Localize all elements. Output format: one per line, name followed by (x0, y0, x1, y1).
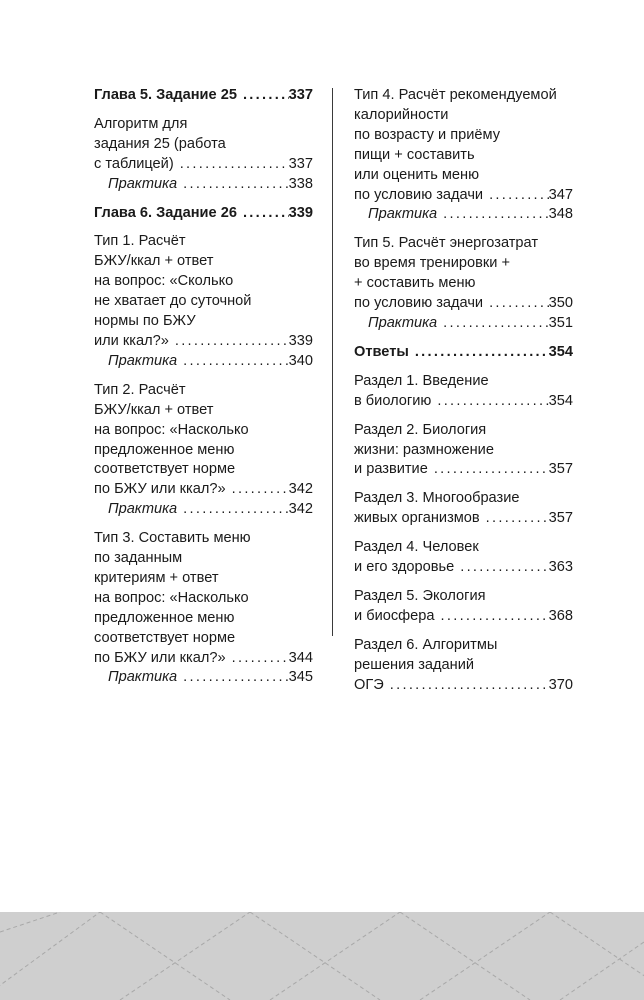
toc-entry-last-line (354, 607, 573, 627)
toc-entry-last-line (94, 668, 313, 688)
toc-entry-title-line: Раздел 1. Введение (354, 372, 489, 389)
toc-entry-practice (94, 352, 313, 372)
toc-entry-title-line: не хватает до суточной (94, 293, 252, 310)
toc-entry-title-line: или оценить меню (354, 166, 480, 183)
leader-dots (390, 676, 549, 696)
toc-entry-title-line: + составить меню (354, 275, 476, 292)
toc-entry-last-line (94, 480, 313, 500)
toc-entry-item (354, 234, 573, 314)
page-number: 339 (288, 332, 313, 349)
toc-entry-title-line: калорийности (354, 106, 449, 123)
toc-entry-title-line: соответствует норме (94, 461, 236, 478)
leader-dots (443, 205, 548, 225)
leader-dots (232, 649, 289, 669)
toc-entry-title: и его здоровье (354, 559, 455, 576)
toc-entry-title-line: на вопрос: «Насколько (94, 421, 249, 438)
toc-entry-title-line: пищи + составить (354, 146, 475, 163)
bottom-pattern-band (0, 912, 644, 1000)
toc-entry-title: по БЖУ или ккал?» (94, 649, 226, 666)
page-number: 344 (288, 649, 313, 666)
toc-entry-title: Глава 6. Задание 26 (94, 204, 237, 221)
toc-entry-title-line: Раздел 4. Человек (354, 539, 479, 556)
leader-dots (434, 460, 549, 480)
toc-entry-last-line (354, 392, 573, 412)
toc-entry-title: по БЖУ или ккал?» (94, 481, 226, 498)
leader-dots (441, 607, 549, 627)
page-number: 337 (288, 87, 313, 103)
page-number: 354 (548, 392, 573, 409)
toc-entry-title-line: Раздел 5. Экология (354, 587, 486, 604)
toc-entry-title: Практика (368, 206, 438, 223)
toc-entry-last-line (354, 460, 573, 480)
toc-entry-title-line: предложенное меню (94, 609, 235, 626)
toc-entry-item (94, 381, 313, 500)
toc-entry-title-line: критериям + ответ (94, 569, 219, 586)
leader-dots (489, 186, 549, 206)
toc-entry-title: с таблицей) (94, 155, 174, 172)
toc-entry-title-line: нормы по БЖУ (94, 313, 196, 330)
toc-entry-title-line: БЖУ/ккал + ответ (94, 253, 214, 270)
page-number: 338 (288, 175, 313, 192)
leader-dots (183, 352, 288, 372)
page-number: 342 (288, 481, 313, 498)
leader-dots (183, 500, 288, 520)
toc-entry-practice (94, 175, 313, 195)
toc-entry-last-line (354, 205, 573, 225)
toc-entry-title-line: Раздел 3. Многообразие (354, 490, 520, 507)
toc-entry-title-line: Тип 5. Расчёт энергозатрат (354, 235, 539, 252)
toc-entry-last-line (94, 155, 313, 175)
page-number: 347 (548, 186, 573, 203)
toc-entry-title-line: соответствует норме (94, 629, 236, 646)
page-number: 342 (288, 501, 313, 518)
toc-entry-title: по условию задачи (354, 295, 484, 312)
toc-entry-chapter (94, 204, 313, 224)
leader-dots (443, 314, 548, 334)
diamond-pattern (0, 912, 644, 1000)
leader-dots (243, 204, 289, 224)
toc-entry-item (354, 587, 573, 627)
toc-entry-title: Глава 5. Задание 25 (94, 87, 237, 103)
toc-entry-item (94, 232, 313, 351)
page-number: 350 (548, 295, 573, 312)
toc-entry-title-line: решения заданий (354, 656, 475, 673)
toc-entry-title-line: жизни: размножение (354, 441, 494, 458)
toc-entry-title-line: предложенное меню (94, 441, 235, 458)
toc-entry-item (354, 489, 573, 529)
toc-entry-last-line (354, 294, 573, 314)
toc-entry-title: в биологию (354, 392, 432, 409)
page-number: 351 (548, 314, 573, 331)
leader-dots (183, 175, 288, 195)
toc-entry-title-line: Раздел 6. Алгоритмы (354, 636, 498, 653)
page-number: 368 (548, 607, 573, 624)
page-number: 348 (548, 206, 573, 223)
toc-entry-title-line: на вопрос: «Сколько (94, 273, 234, 290)
column-divider (332, 88, 333, 636)
page-number: 357 (548, 461, 573, 478)
toc-entry-last-line (94, 649, 313, 669)
page-number: 363 (548, 559, 573, 576)
toc-entry-title-line: во время тренировки + (354, 255, 510, 272)
page-number: 340 (288, 352, 313, 369)
toc-entry-last-line (354, 314, 573, 334)
toc-entry-title: живых организмов (354, 510, 480, 527)
toc-entry-last-line (354, 558, 573, 578)
toc-entry-last-line (354, 186, 573, 206)
toc-entry-title-line: на вопрос: «Насколько (94, 589, 249, 606)
leader-dots (180, 155, 289, 175)
toc-entry-title: Практика (368, 314, 438, 331)
page-number: 339 (288, 204, 313, 221)
toc-entry-item (354, 538, 573, 578)
toc-entry-title-line: Алгоритм для (94, 115, 188, 132)
page-number: 337 (288, 155, 313, 172)
toc-entry-title-line: БЖУ/ккал + ответ (94, 401, 214, 418)
toc-entry-title-line: Раздел 2. Биология (354, 421, 487, 438)
toc-entry-item (354, 636, 573, 696)
toc-entry-last-line (94, 500, 313, 520)
toc-entry-title: Практика (108, 501, 178, 518)
leader-dots (489, 294, 549, 314)
toc-entry-item (94, 115, 313, 175)
leader-dots (183, 668, 288, 688)
toc-entry-title: и биосфера (354, 607, 435, 624)
toc-left-column (94, 86, 313, 688)
toc-entry-last-line (354, 343, 573, 363)
toc-entry-title-line: Тип 2. Расчёт (94, 381, 186, 398)
toc-entry-last-line (94, 204, 313, 224)
toc-entry-item (94, 529, 313, 668)
leader-dots (415, 343, 549, 363)
toc-entry-item (354, 421, 573, 481)
toc-entry-title: или ккал?» (94, 332, 169, 349)
toc-entry-title-line: по возрасту и приёму (354, 126, 501, 143)
page-number: 354 (548, 343, 573, 360)
toc-entry-title: Практика (108, 669, 178, 686)
leader-dots (175, 332, 289, 352)
toc-entry-title: по условию задачи (354, 186, 484, 203)
toc-entry-title: Ответы (354, 343, 409, 360)
toc-entry-title-line: Тип 1. Расчёт (94, 233, 186, 250)
toc-entry-last-line (94, 332, 313, 352)
toc-entry-last-line (94, 352, 313, 372)
toc-entry-chapter (354, 343, 573, 363)
toc-entry-item (354, 86, 573, 205)
toc-entry-title-line: по заданным (94, 550, 183, 567)
toc-entry-chapter (94, 86, 313, 106)
leader-dots (460, 558, 548, 578)
toc-entry-title: Практика (108, 352, 178, 369)
leader-dots (486, 509, 549, 529)
toc-entry-last-line (94, 175, 313, 195)
toc-entry-title: ОГЭ (354, 676, 384, 693)
leader-dots (232, 480, 289, 500)
toc-entry-practice (354, 314, 573, 334)
toc-right-column (354, 86, 573, 695)
toc-entry-title: Практика (108, 175, 178, 192)
toc-entry-practice (94, 500, 313, 520)
toc-entry-title: и развитие (354, 461, 428, 478)
leader-dots (243, 86, 289, 106)
leader-dots (437, 392, 548, 412)
toc-entry-last-line (94, 86, 313, 106)
toc-entry-practice (94, 668, 313, 688)
toc-entry-title-line: задания 25 (работа (94, 135, 226, 152)
toc-entry-last-line (354, 676, 573, 696)
page-number: 357 (548, 510, 573, 527)
page-number: 345 (288, 669, 313, 686)
page-number: 370 (548, 676, 573, 693)
toc-entry-last-line (354, 509, 573, 529)
toc-entry-practice (354, 205, 573, 225)
toc-entry-title-line: Тип 3. Составить меню (94, 530, 251, 547)
toc-entry-title-line: Тип 4. Расчёт рекомендуемой (354, 87, 557, 103)
toc-entry-item (354, 372, 573, 412)
